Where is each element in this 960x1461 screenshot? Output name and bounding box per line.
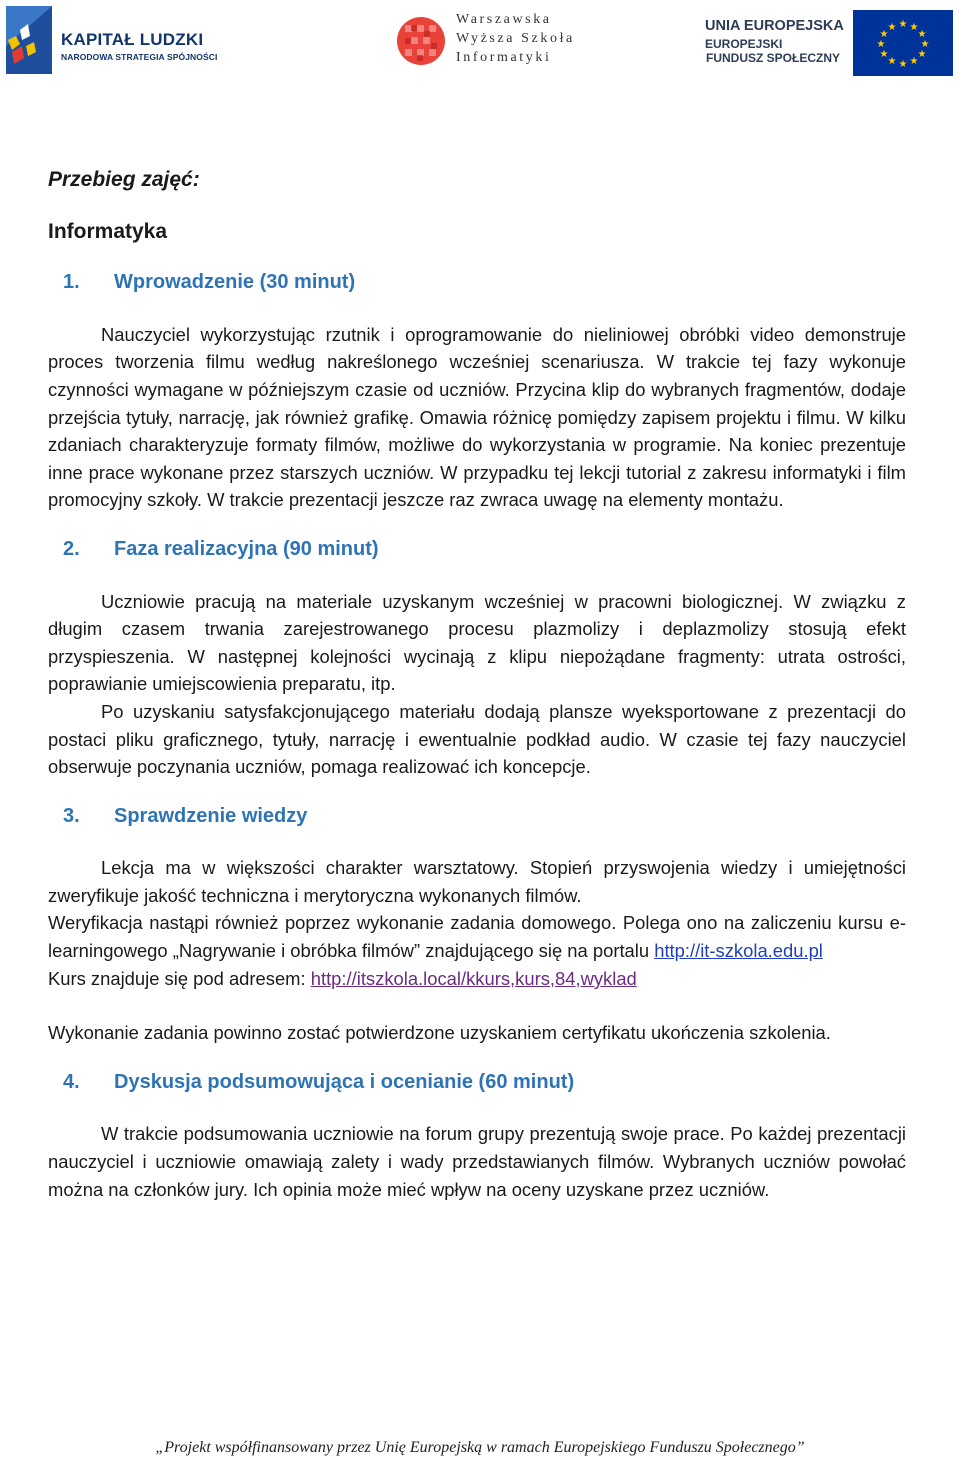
paragraph-text: Kurs znajduje się pod adresem:: [48, 967, 311, 989]
document-body: [48, 166, 906, 1203]
svg-text:★: ★: [887, 56, 897, 67]
section-heading-3: [48, 803, 906, 831]
section-number: 4.: [63, 1070, 80, 1093]
section-1-paragraph: Nauczyciel wykorzystując rzutnik i oprogramowanie do nieliniowej obróbki video demonstruje proces tworzenia filmu według nakreślonego wcześniej scenariusza. W trakcie tej fazy wykonuje czynności wymagane w późniejszym czasie od uczniów. Przycina klip do wybranych fragmentów, dodaje przejścia tytuły, narrację, jak również grafikę. Omawia różnicę pomiędzy zapisem projektu i filmu. W kilku zdaniach charakteryzuje formaty filmów, możliwe do wykorzystania w programie. Na koniec prezentuje inne prace wykonane przez starszych uczniów. W przypadku tej lekcji tutorial z zakresu informatyki i film promocyjny szkoły. W trakcie prezentacji jeszcze raz zwraca uwagę na elementy montażu.: [48, 323, 906, 511]
section-number: 2.: [63, 537, 80, 560]
paragraph-text: Weryfikacja nastąpi również poprzez wykonanie zadania domowego. Polega ono na zaliczeniu kursu e-learningowego „Nagrywanie i obróbka filmów” znajdującego się na portalu: [48, 912, 906, 962]
logo-line-1: Warszawska: [456, 12, 552, 27]
section-2-paragraph-2: Po uzyskaniu satysfakcjonującego materiału dodają plansze wyeksportowane z prezentacji do postaci pliku graficznego, tytuły, narrację i ewentualnie podkład audio. W czasie tej fazy nauczyciel obserwuje poczynania uczniów, pomaga realizować ich koncepcje.: [48, 700, 906, 778]
svg-text:★: ★: [898, 59, 908, 70]
svg-text:★: ★: [876, 39, 886, 50]
svg-text:★: ★: [909, 22, 919, 33]
section-heading-2: [48, 536, 906, 564]
svg-text:★: ★: [917, 49, 927, 60]
svg-text:★: ★: [909, 56, 919, 67]
section-3-paragraph-4: Wykonanie zadania powinno zostać potwierdzone uzyskaniem certyfikatu ukończenia szkolenia.: [48, 1022, 831, 1044]
eu-logo: [705, 10, 955, 76]
section-2-paragraph-1: Uczniowie pracują na materiale uzyskanym wcześniej w pracowni biologicznej. W związku z długim czasem trwania zarejestrowanego procesu plazmolizy i deplazmolizy stosują efekt przyspieszenia. W następnej kolejności wycinają z klipu niepożądane fragmenty: utrata ostrości, poprawianie umiejscowienia preparatu, itp.: [48, 590, 906, 695]
course-link[interactable]: http://itszkola.local/kkurs,kurs,84,wyklad: [310, 967, 637, 989]
page-subtitle: Informatyka: [48, 219, 168, 243]
section-title: Sprawdzenie wiedzy: [114, 804, 308, 827]
section-number: 3.: [63, 804, 80, 827]
logo-title: KAPITAŁ LUDZKI: [61, 30, 204, 49]
svg-text:★: ★: [898, 19, 908, 30]
svg-text:★: ★: [879, 29, 889, 40]
page-title: Przebieg zajęć:: [48, 168, 200, 191]
portal-link[interactable]: http://it-szkola.edu.pl: [654, 940, 823, 962]
wwsi-emblem-icon: [396, 16, 446, 66]
spacer: [48, 992, 906, 1019]
logo-title: UNIA EUROPEJSKA: [705, 18, 844, 34]
page-footer: „Projekt współfinansowany przez Unię Europejską w ramach Europejskiego Funduszu Społecznego”: [155, 1439, 805, 1456]
logo-subtitle: NARODOWA STRATEGIA SPÓJNOŚCI: [61, 52, 218, 62]
section-title: Dyskusja podsumowująca i ocenianie (60 minut): [114, 1070, 575, 1093]
section-4-paragraph: W trakcie podsumowania uczniowie na forum grupy prezentują swoje prace. Po każdej prezentacji nauczyciel i uczniowie omawiają zalety i wady przedstawianych filmów. Wybranych uczniów powołać można na członków jury. Ich opinia może mieć wpływ na oceny uzyskane przez uczniów.: [48, 1123, 906, 1200]
section-title: Faza realizacyjna (90 minut): [114, 537, 379, 560]
wwsi-logo: [396, 12, 596, 68]
section-3-paragraph-1: Lekcja ma w większości charakter warsztatowy. Stopień przyswojenia wiedzy i umiejętności zweryfikuje jakość techniczna i merytoryczna wykonanych filmów.: [48, 857, 906, 906]
section-3-paragraph-3: [48, 965, 906, 993]
svg-text:★: ★: [920, 39, 930, 50]
svg-text:★: ★: [879, 49, 889, 60]
svg-text:★: ★: [917, 29, 927, 40]
logo-line-3: Informatyki: [456, 50, 552, 65]
section-title: Wprowadzenie (30 minut): [114, 271, 356, 294]
section-3-paragraph-2: [48, 909, 906, 964]
eu-flag-icon: [853, 10, 953, 76]
logo-line-3: FUNDUSZ SPOŁECZNY: [706, 51, 841, 65]
kapital-ludzki-emblem-icon: [6, 6, 52, 74]
logo-line-2: Wyższa Szkoła: [456, 31, 575, 46]
kapital-ludzki-logo: [6, 6, 226, 74]
section-number: 1.: [63, 271, 80, 294]
section-heading-1: [48, 269, 906, 297]
logo-line-2: EUROPEJSKI: [705, 37, 783, 51]
section-heading-4: [48, 1069, 906, 1097]
svg-text:★: ★: [887, 22, 897, 33]
